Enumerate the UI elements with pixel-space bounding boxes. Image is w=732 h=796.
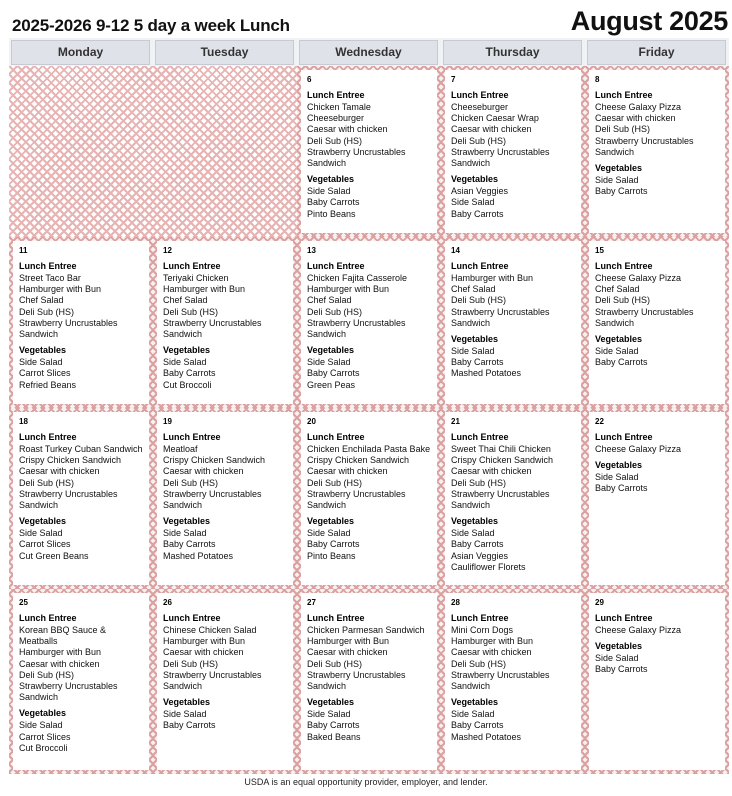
vegetable-item: Side Salad — [595, 346, 639, 357]
entree-item: Strawberry Uncrustables Sandwich — [307, 146, 406, 169]
entree-item: Chinese Chicken Salad — [163, 625, 257, 635]
entree-item: Deli Sub (HS) — [595, 124, 651, 135]
entree-item: Strawberry Uncrustables Sandwich — [451, 306, 550, 328]
entree-item: Hamburger with Bun — [19, 647, 102, 658]
day-number: 6 — [307, 75, 312, 84]
vegetable-list — [307, 528, 431, 562]
day-cell — [441, 589, 585, 774]
day-number: 18 — [19, 417, 28, 426]
entree-list — [19, 625, 143, 703]
entree-item: Chicken Tamale — [307, 102, 371, 112]
vegetable-item: Baby Carrots — [307, 368, 360, 379]
day-content — [445, 70, 581, 233]
day-cell — [585, 66, 729, 237]
day-number: 12 — [163, 246, 172, 255]
entree-item: Chicken Enchilada Pasta Bake — [307, 444, 431, 454]
vegetable-item: Carrot Slices — [19, 731, 71, 742]
vegetable-item: Pinto Beans — [307, 550, 356, 561]
vegetable-item: Baby Carrots — [307, 197, 360, 208]
vegetable-item: Mashed Potatoes — [451, 368, 522, 379]
entree-item: Chef Salad — [595, 284, 640, 295]
vegetable-item: Pinto Beans — [307, 208, 356, 219]
vegetables-heading: Vegetables — [595, 163, 643, 174]
calendar-grid — [9, 38, 729, 774]
entree-item: Meatloaf — [163, 444, 198, 454]
vegetable-item: Mashed Potatoes — [163, 550, 234, 561]
lunch-entree-heading: Lunch Entree — [451, 261, 509, 271]
lunch-entree-heading: Lunch Entree — [163, 261, 221, 271]
entree-item: Crispy Chicken Sandwich — [451, 455, 554, 466]
day-cell — [297, 589, 441, 774]
entree-item: Hamburger with Bun — [307, 636, 390, 647]
vegetable-list — [451, 346, 575, 380]
day-content — [445, 412, 581, 585]
vegetable-item: Baked Beans — [307, 731, 361, 742]
vegetable-item: Cut Broccoli — [163, 379, 212, 390]
vegetables-heading: Vegetables — [451, 174, 499, 185]
entree-list — [307, 625, 431, 692]
day-cell — [297, 408, 441, 589]
entree-item: Strawberry Uncrustables Sandwich — [595, 306, 694, 328]
entree-item: Strawberry Uncrustables Sandwich — [595, 135, 694, 157]
entree-item: Crispy Chicken Sandwich — [163, 455, 266, 466]
entree-item: Deli Sub (HS) — [163, 306, 219, 317]
entree-item: Hamburger with Bun — [19, 284, 102, 295]
entree-item: Deli Sub (HS) — [19, 477, 75, 488]
vegetable-list — [595, 653, 719, 675]
day-cell — [153, 237, 297, 408]
vegetable-item: Baby Carrots — [451, 357, 504, 368]
entree-item: Mini Corn Dogs — [451, 625, 514, 635]
entree-item: Crispy Chicken Sandwich — [19, 455, 122, 466]
vegetable-item: Side Salad — [595, 653, 639, 664]
vegetable-list — [19, 357, 143, 391]
vegetable-item: Baby Carrots — [595, 664, 648, 675]
vegetable-list — [451, 528, 575, 573]
day-header-monday: Monday — [11, 40, 150, 65]
entree-item: Deli Sub (HS) — [595, 295, 651, 306]
page-header — [10, 4, 728, 36]
vegetable-item: Side Salad — [163, 709, 207, 720]
day-content — [301, 241, 437, 404]
day-header-wednesday: Wednesday — [299, 40, 438, 65]
vegetables-heading: Vegetables — [307, 345, 355, 356]
vegetable-item: Side Salad — [307, 186, 351, 197]
vegetable-list — [595, 175, 719, 197]
entree-item: Street Taco Bar — [19, 273, 81, 283]
vegetable-item: Baby Carrots — [307, 720, 360, 731]
vegetables-heading: Vegetables — [307, 174, 355, 185]
day-header-thursday: Thursday — [443, 40, 582, 65]
entree-item: Strawberry Uncrustables Sandwich — [163, 669, 262, 692]
entree-item: Deli Sub (HS) — [163, 658, 219, 669]
entree-item: Strawberry Uncrustables Sandwich — [307, 488, 406, 511]
vegetable-list — [19, 528, 143, 562]
day-header-friday: Friday — [587, 40, 726, 65]
entree-item: Cheese Galaxy Pizza — [595, 273, 682, 283]
day-content — [157, 241, 293, 404]
entree-item: Chef Salad — [163, 295, 208, 306]
day-number: 7 — [451, 75, 456, 84]
day-number: 27 — [307, 598, 316, 607]
entree-item: Caesar with chicken — [307, 647, 388, 658]
day-cell — [297, 66, 441, 237]
vegetables-heading: Vegetables — [451, 697, 499, 708]
vegetables-heading: Vegetables — [451, 516, 499, 527]
vegetable-list — [307, 186, 431, 220]
empty-day-cell — [9, 66, 153, 237]
lunch-entree-heading: Lunch Entree — [595, 432, 653, 442]
day-content — [589, 593, 725, 770]
entree-item: Chef Salad — [451, 284, 496, 295]
lunch-entree-heading: Lunch Entree — [307, 90, 365, 100]
entree-item: Strawberry Uncrustables Sandwich — [307, 669, 406, 692]
lunch-entree-heading: Lunch Entree — [307, 432, 365, 442]
day-cell — [585, 589, 729, 774]
entree-item: Caesar with chicken — [451, 647, 532, 658]
vegetables-heading: Vegetables — [19, 708, 67, 719]
vegetable-item: Side Salad — [307, 709, 351, 720]
entree-item: Strawberry Uncrustables Sandwich — [163, 317, 262, 340]
entree-list — [451, 102, 575, 169]
entree-list — [451, 273, 575, 329]
entree-item: Strawberry Uncrustables Sandwich — [451, 669, 550, 692]
vegetable-item: Side Salad — [595, 175, 639, 186]
vegetable-item: Baby Carrots — [595, 483, 648, 494]
day-cell — [297, 237, 441, 408]
entree-item: Caesar with chicken — [163, 466, 244, 477]
entree-item: Deli Sub (HS) — [307, 477, 363, 488]
day-cell — [441, 66, 585, 237]
vegetables-heading: Vegetables — [163, 516, 211, 527]
vegetable-item: Baby Carrots — [451, 208, 504, 219]
entree-item: Hamburger with Bun — [451, 636, 534, 647]
vegetable-list — [307, 357, 431, 391]
vegetable-item: Cauliflower Florets — [451, 561, 526, 572]
entree-item: Caesar with chicken — [19, 466, 100, 477]
lunch-entree-heading: Lunch Entree — [307, 261, 365, 271]
lunch-entree-heading: Lunch Entree — [595, 261, 653, 271]
day-number: 20 — [307, 417, 316, 426]
empty-day-cell — [153, 66, 297, 237]
vegetable-item: Side Salad — [163, 528, 207, 539]
entree-item: Crispy Chicken Sandwich — [307, 455, 410, 466]
vegetable-item: Side Salad — [451, 709, 495, 720]
day-number: 19 — [163, 417, 172, 426]
vegetable-item: Baby Carrots — [595, 357, 648, 368]
day-number: 26 — [163, 598, 172, 607]
vegetables-heading: Vegetables — [163, 345, 211, 356]
entree-item: Deli Sub (HS) — [19, 669, 75, 680]
entree-item: Sweet Thai Chili Chicken — [451, 444, 551, 454]
entree-list — [451, 444, 575, 511]
day-number: 28 — [451, 598, 460, 607]
entree-item: Hamburger with Bun — [307, 284, 390, 295]
entree-item: Cheeseburger — [451, 102, 509, 112]
month-title: August 2025 — [570, 6, 728, 36]
lunch-entree-heading: Lunch Entree — [595, 613, 653, 623]
day-cell — [9, 408, 153, 589]
entree-item: Caesar with chicken — [163, 647, 244, 658]
day-number: 21 — [451, 417, 460, 426]
entree-item: Caesar with chicken — [595, 113, 676, 124]
day-content — [301, 70, 437, 233]
vegetable-list — [595, 346, 719, 368]
entree-item: Hamburger with Bun — [163, 284, 246, 295]
vegetable-item: Cut Broccoli — [19, 742, 68, 753]
entree-item: Chicken Fajita Casserole — [307, 273, 408, 283]
day-content — [445, 593, 581, 770]
day-content — [589, 241, 725, 404]
lunch-entree-heading: Lunch Entree — [451, 432, 509, 442]
vegetables-heading: Vegetables — [19, 345, 67, 356]
vegetable-item: Baby Carrots — [595, 186, 648, 197]
entree-list — [19, 444, 143, 511]
vegetables-heading: Vegetables — [595, 641, 643, 652]
day-number: 13 — [307, 246, 316, 255]
entree-item: Strawberry Uncrustables Sandwich — [19, 317, 118, 340]
entree-item: Strawberry Uncrustables Sandwich — [19, 681, 118, 703]
day-content — [13, 412, 149, 585]
day-number: 11 — [19, 246, 28, 255]
day-content — [301, 593, 437, 770]
entree-item: Caesar with chicken — [307, 124, 388, 135]
vegetable-item: Baby Carrots — [451, 539, 504, 550]
lunch-entree-heading: Lunch Entree — [19, 432, 77, 442]
entree-item: Roast Turkey Cuban Sandwich — [19, 444, 143, 454]
vegetable-list — [163, 709, 287, 731]
entree-item: Deli Sub (HS) — [307, 658, 363, 669]
entree-item: Chef Salad — [307, 295, 352, 306]
vegetable-item: Mashed Potatoes — [451, 731, 522, 742]
day-content — [589, 70, 725, 233]
entree-list — [595, 625, 719, 636]
day-number: 29 — [595, 598, 604, 607]
day-number: 14 — [451, 246, 460, 255]
entree-item: Strawberry Uncrustables Sandwich — [163, 488, 262, 511]
vegetable-item: Side Salad — [19, 528, 63, 539]
vegetable-item: Baby Carrots — [451, 720, 504, 731]
vegetables-heading: Vegetables — [307, 697, 355, 708]
entree-item: Chicken Caesar Wrap — [451, 113, 539, 124]
entree-item: Strawberry Uncrustables Sandwich — [19, 488, 118, 511]
vegetable-list — [163, 528, 287, 562]
entree-list — [307, 102, 431, 169]
vegetable-item: Side Salad — [451, 528, 495, 539]
vegetable-item: Carrot Slices — [19, 539, 71, 550]
day-cell — [9, 237, 153, 408]
vegetables-heading: Vegetables — [451, 334, 499, 345]
vegetable-item: Side Salad — [451, 346, 495, 357]
entree-item: Cheese Galaxy Pizza — [595, 444, 682, 454]
vegetable-item: Baby Carrots — [307, 539, 360, 550]
entree-item: Chef Salad — [19, 295, 64, 306]
footer-disclaimer: USDA is an equal opportunity provider, employer, and lender. — [244, 777, 488, 787]
entree-item: Deli Sub (HS) — [307, 306, 363, 317]
day-content — [13, 241, 149, 404]
day-number: 8 — [595, 75, 600, 84]
vegetable-item: Baby Carrots — [163, 539, 216, 550]
entree-item: Caesar with chicken — [19, 658, 100, 669]
vegetables-heading: Vegetables — [595, 460, 643, 471]
entree-list — [307, 273, 431, 340]
vegetable-item: Carrot Slices — [19, 368, 71, 379]
day-content — [445, 241, 581, 404]
entree-item: Strawberry Uncrustables Sandwich — [451, 146, 550, 169]
entree-item: Cheeseburger — [307, 113, 365, 124]
vegetable-list — [595, 472, 719, 494]
entree-list — [451, 625, 575, 692]
vegetable-item: Side Salad — [19, 357, 63, 368]
day-cell — [153, 408, 297, 589]
entree-item: Caesar with chicken — [451, 466, 532, 477]
lunch-entree-heading: Lunch Entree — [19, 261, 77, 271]
day-content — [589, 412, 725, 585]
day-number: 25 — [19, 598, 28, 607]
entree-item: Cheese Galaxy Pizza — [595, 625, 682, 635]
entree-item: Strawberry Uncrustables Sandwich — [307, 317, 406, 340]
vegetable-item: Side Salad — [307, 357, 351, 368]
vegetable-item: Refried Beans — [19, 379, 77, 390]
entree-item: Deli Sub (HS) — [163, 477, 219, 488]
day-content — [157, 593, 293, 770]
entree-item: Teriyaki Chicken — [163, 273, 229, 283]
entree-item: Chicken Parmesan Sandwich — [307, 625, 425, 635]
entree-item: Deli Sub (HS) — [451, 477, 507, 488]
lunch-entree-heading: Lunch Entree — [163, 613, 221, 623]
entree-item: Korean BBQ Sauce & Meatballs — [19, 625, 107, 647]
lunch-entree-heading: Lunch Entree — [451, 90, 509, 100]
entree-item: Strawberry Uncrustables Sandwich — [451, 488, 550, 511]
menu-title: 2025-2026 9-12 5 day a week Lunch — [12, 16, 290, 35]
lunch-entree-heading: Lunch Entree — [451, 613, 509, 623]
vegetable-item: Cut Green Beans — [19, 550, 89, 561]
day-header-tuesday: Tuesday — [155, 40, 294, 65]
vegetables-heading: Vegetables — [595, 334, 643, 345]
vegetables-heading: Vegetables — [163, 697, 211, 708]
day-content — [13, 593, 149, 770]
day-cell — [585, 237, 729, 408]
vegetable-list — [451, 709, 575, 743]
entree-item: Deli Sub (HS) — [451, 295, 507, 306]
day-cell — [153, 589, 297, 774]
entree-list — [595, 273, 719, 329]
entree-list — [163, 444, 287, 511]
vegetable-item: Green Peas — [307, 379, 356, 390]
vegetable-item: Side Salad — [595, 472, 639, 483]
lunch-entree-heading: Lunch Entree — [163, 432, 221, 442]
lunch-entree-heading: Lunch Entree — [19, 613, 77, 623]
entree-item: Hamburger with Bun — [163, 636, 246, 647]
entree-item: Hamburger with Bun — [451, 273, 534, 283]
vegetable-item: Baby Carrots — [163, 720, 216, 731]
vegetable-item: Baby Carrots — [163, 368, 216, 379]
vegetable-list — [451, 186, 575, 220]
vegetable-item: Side Salad — [19, 720, 63, 731]
day-cell — [441, 237, 585, 408]
entree-list — [595, 102, 719, 158]
day-number: 22 — [595, 417, 604, 426]
vegetables-heading: Vegetables — [307, 516, 355, 527]
vegetable-list — [163, 357, 287, 391]
vegetable-item: Asian Veggies — [451, 550, 509, 561]
entree-item: Deli Sub (HS) — [451, 658, 507, 669]
entree-item: Caesar with chicken — [451, 124, 532, 135]
entree-list — [163, 625, 287, 692]
entree-item: Deli Sub (HS) — [451, 135, 507, 146]
entree-item: Cheese Galaxy Pizza — [595, 102, 682, 112]
day-content — [157, 412, 293, 585]
entree-list — [163, 273, 287, 340]
vegetable-item: Side Salad — [163, 357, 207, 368]
lunch-entree-heading: Lunch Entree — [595, 90, 653, 100]
entree-item: Caesar with chicken — [307, 466, 388, 477]
day-number: 15 — [595, 246, 604, 255]
entree-item: Deli Sub (HS) — [19, 306, 75, 317]
entree-list — [595, 444, 719, 455]
vegetable-list — [307, 709, 431, 743]
vegetable-item: Asian Veggies — [451, 186, 509, 197]
entree-list — [19, 273, 143, 340]
day-cell — [441, 408, 585, 589]
day-cell — [585, 408, 729, 589]
lunch-entree-heading: Lunch Entree — [307, 613, 365, 623]
entree-list — [307, 444, 431, 511]
day-cell — [9, 589, 153, 774]
vegetable-list — [19, 720, 143, 754]
vegetable-item: Side Salad — [451, 197, 495, 208]
day-content — [301, 412, 437, 585]
vegetable-item: Side Salad — [307, 528, 351, 539]
vegetables-heading: Vegetables — [19, 516, 67, 527]
entree-item: Deli Sub (HS) — [307, 135, 363, 146]
